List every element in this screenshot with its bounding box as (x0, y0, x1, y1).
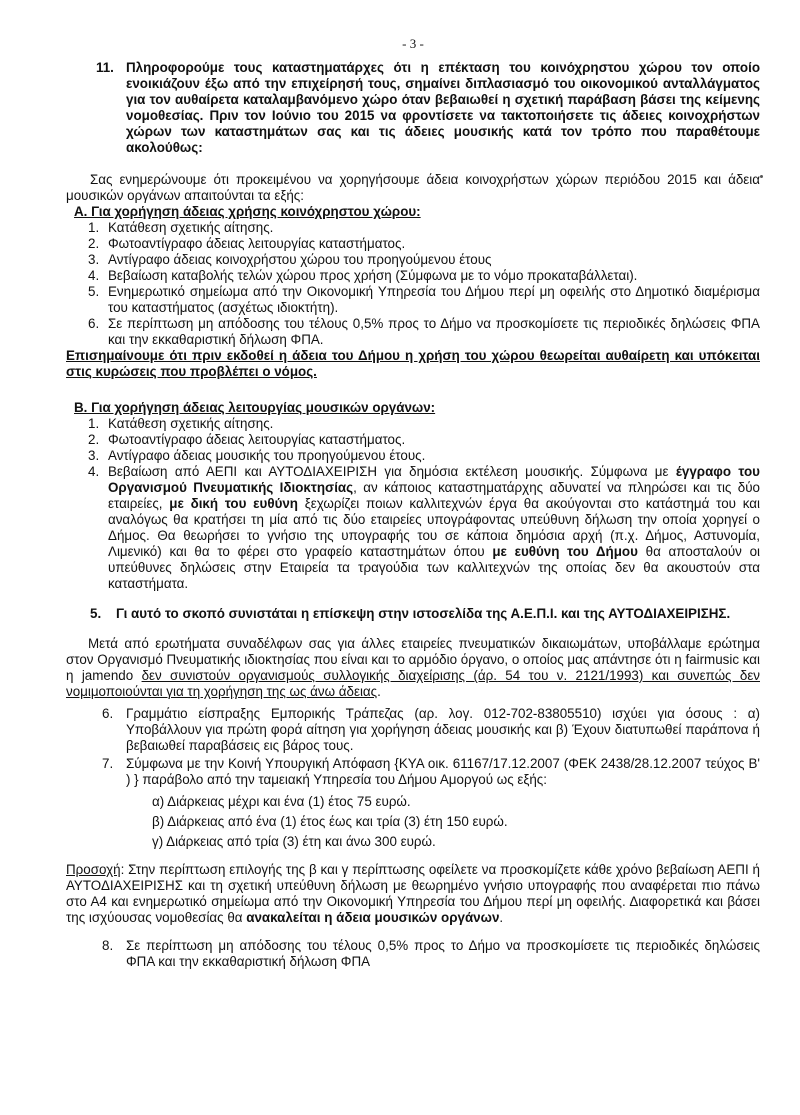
list-item (88, 236, 760, 252)
list-item (88, 284, 760, 316)
item-11 (96, 60, 760, 156)
text-run: θα αποσταλούν οι υπεύθυνες δηλώσεις στην Εταιρεία τα τραγούδια των καλλιτεχνών της οποίας δεν θα ακουστούν στα καταστήματα. (108, 544, 761, 591)
item-text: Γι αυτό το σκοπό συνιστάται η επίσκεψη στην ιστοσελίδα της Α.Ε.Π.Ι. και της ΑΥΤΟΔΙΑΧΕΙΡΙΣΗΣ. (116, 606, 731, 621)
page-number: - 3 - (402, 36, 424, 51)
section-b-heading: Β. Για χορήγηση άδειας λειτουργίας μουσικών οργάνων: (74, 400, 436, 415)
list-item (88, 432, 760, 448)
list-item (88, 464, 760, 592)
item-number: 6. (88, 316, 100, 331)
item-number: 4. (88, 464, 100, 479)
item-number: 3. (88, 448, 100, 463)
item-number: 1. (88, 416, 100, 431)
item-number: 6. (102, 706, 114, 721)
item-text: Αντίγραφο άδειας μουσικής του προηγούμενου έτους. (108, 448, 426, 463)
text-run: . (499, 910, 504, 925)
fee-option: β) Διάρκειας από ένα (1) έτος έως και τρία (3) έτη 150 ευρώ. (152, 814, 508, 829)
text-run: Μετά από ερωτήματα συναδέλφων σας για άλλες εταιρείες πνευματικών δικαιωμάτων, υποβάλλαμε ερώτημα στον Οργανισμό Πνευματικής ιδιοκτησίας που είναι και το αρμόδιο όργανο, ο οποίος μας απάντησε ότι η fairmusic και η jamendo (66, 636, 760, 683)
list-item (88, 448, 760, 464)
list-item (88, 220, 760, 236)
item-text: Γραμμάτιο είσπραξης Εμπορικής Τράπεζας (αρ. λογ. 012-702-83805510) ισχύει για όσους : α) Υποβάλλουν για πρώτη φορά αίτηση για χορήγηση άδειας μουσικής και β) Έχουν διατυπωθεί παράπονα ή βεβαιωθεί παραβάσεις εις βάρος τους. (126, 706, 760, 753)
item-5 (90, 606, 760, 622)
item-number: 8. (102, 938, 114, 953)
scan-speck (760, 175, 763, 178)
item-text: Φωτοαντίγραφο άδειας λειτουργίας καταστήματος. (108, 236, 406, 251)
item-text: Αντίγραφο άδειας κοινοχρήστου χώρου του προηγούμενου έτους (108, 252, 492, 267)
warning-note (66, 862, 760, 926)
bold-run: ανακαλείται η άδεια μουσικών οργάνων (246, 910, 500, 925)
item-number: 5. (90, 606, 102, 621)
item-text: Ενημερωτικό σημείωμα από την Οικονομική Υπηρεσία του Δήμου περί μη οφειλής στο Δημοτικό διαμέρισμα του καταστήματος (ασχέτως ιδιοκτήτη). (108, 284, 760, 315)
item-text: Σε περίπτωση μη απόδοσης του τέλους 0,5% προς το Δήμο να προσκομίσετε τις περιοδικές δηλώσεις ΦΠΑ και την εκκαθαριστική δήλωση ΦΠΑ. (108, 316, 760, 347)
list-item (88, 268, 760, 284)
item-6 (102, 706, 760, 754)
underlined-run: δεν συνιστούν οργανισμούς συλλογικής διαχείρισης (άρ. 54 του ν. 2121/1993) και συνεπώς δεν νομιμοποιούνται για τη χορήγηση της ως άνω άδειας (66, 668, 760, 699)
item-7 (102, 756, 760, 788)
item-number: 4. (88, 268, 100, 283)
list-item (88, 252, 760, 268)
item-number: 11. (96, 60, 114, 75)
item-text: Βεβαίωση καταβολής τελών χώρου προς χρήση (Σύμφωνα με το νόμο προκαταβάλλεται). (108, 268, 638, 283)
section-a-list (66, 220, 760, 348)
item-number: 7. (102, 756, 114, 771)
text-run: ξεχωρίζει ποιων καλλιτεχνών έργα θα ακούγονται στο κατάστημά του και αναλόγως θα κρατήσει τη μία από τις δύο εταιρείες υπογράφοντας υπεύθυνη δήλωση την οποία χορηγεί ο Δήμος. Θα θεωρήσει το γνήσιο της υπογραφής του σε κάποια δημόσια αρχή (π.χ. Δήμος, Αστυνομία, Λιμενικό) και θα το φέρει στο γραφείο καταστημάτων όπου (108, 496, 760, 559)
bold-run: έγγραφο του Οργανισμού Πνευματικής Ιδιοκτησίας (108, 464, 760, 495)
item-8 (102, 938, 760, 970)
item-number: 3. (88, 252, 100, 267)
section-b-list (66, 416, 760, 592)
item-text: Πληροφορούμε τους καταστηματάρχες ότι η επέκταση του κοινόχρηστου χώρου τον οποίο ενοικιάζουν έξω από την επιχείρησή τους, σημαίνει διπλασιασμό του οικονομικού ανταλλάγματος για τον αυθαίρετα καταλαμβανόμενο χώρο όταν βεβαιωθεί η σχετική παράβαση βάσει της κείμενης νομοθεσίας. Πριν τον Ιούνιο του 2015 να φροντίσετε να τακτοποιήσετε τις άδειες κοινοχρήστων χώρων των καταστημάτων σας και τις άδειες μουσικής κατά τον τρόπο που παραθέτουμε ακολούθως: (126, 60, 760, 155)
section-a-emphasis: Επισημαίνουμε ότι πριν εκδοθεί η άδεια του Δήμου η χρήση του χώρου θεωρείται αυθαίρετη και υπόκειται στις κυρώσεις που προβλέπει ο νόμος. (66, 348, 760, 379)
fee-option: α) Διάρκειας μέχρι και ένα (1) έτος 75 ευρώ. (152, 794, 411, 809)
item-number: 2. (88, 236, 100, 251)
item-text: Κατάθεση σχετικής αίτησης. (108, 416, 274, 431)
item-text: Κατάθεση σχετικής αίτησης. (108, 220, 274, 235)
list-item (88, 416, 760, 432)
bold-run: με ευθύνη του Δήμου (492, 544, 638, 559)
section-a-heading: Α. Για χορήγηση άδειας χρήσης κοινόχρηστου χώρου: (74, 204, 421, 219)
item-text: Σύμφωνα με την Κοινή Υπουργική Απόφαση {ΚΥΑ οικ. 61167/17.12.2007 (ΦΕΚ 2438/28.12.2007 τεύχος Β' ) } παράβολο από την ταμειακή Υπηρεσία του Δήμου Αμοργού ως εξής: (126, 756, 760, 787)
item-number: 2. (88, 432, 100, 447)
text-run: : Στην περίπτωση επιλογής της β και γ περίπτωσης οφείλετε να προσκομίζετε κάθε χρόνο βεβαίωση ΑΕΠΙ ή ΑΥΤΟΔΙΑΧΕΙΡΙΣΗΣ και τη σχετική υπεύθυνη δήλωση με θεωρημένο γνήσιο υπογραφής που αναφέρεται πιο πάνω στο Α4 και ενημερωτικό σημείωμα από την Οικονομική Υπηρεσία του Δήμου περί μη οφειλής. Διαφορετικά και βάσει της ισχύουσας νομοθεσίας θα (66, 862, 760, 925)
item-number: 5. (88, 284, 100, 299)
text-run: , αν κάποιος καταστηματάρχης αδυνατεί να πληρώσει και τις δύο εταιρείες, (108, 480, 760, 511)
item-number: 1. (88, 220, 100, 235)
item-text (108, 464, 760, 592)
fee-option: γ) Διάρκειας από τρία (3) έτη και άνω 300 ευρώ. (152, 834, 436, 849)
text-run: Βεβαίωση από ΑΕΠΙ και ΑΥΤΟΔΙΑΧΕΙΡΙΣΗ για δημόσια εκτέλεση μουσικής. Σύμφωνα με (108, 464, 676, 479)
text-run: . (377, 684, 381, 699)
intro-paragraph: Σας ενημερώνουμε ότι προκειμένου να χορηγήσουμε άδεια κοινοχρήστων χώρων περιόδου 2015 και άδεια μουσικών οργάνων απαιτούνται τα εξής: (66, 172, 760, 203)
item-text: Φωτοαντίγραφο άδειας λειτουργίας καταστήματος. (108, 432, 406, 447)
list-item (88, 316, 760, 348)
bold-run: με δική του ευθύνη (169, 496, 298, 511)
item-text: Σε περίπτωση μη απόδοσης του τέλους 0,5% προς το Δήμο να προσκομίσετε τις περιοδικές δηλώσεις ΦΠΑ και την εκκαθαριστική δήλωση ΦΠΑ (126, 938, 760, 969)
note-label: Προσοχή (66, 862, 121, 877)
fairmusic-paragraph (66, 636, 760, 700)
